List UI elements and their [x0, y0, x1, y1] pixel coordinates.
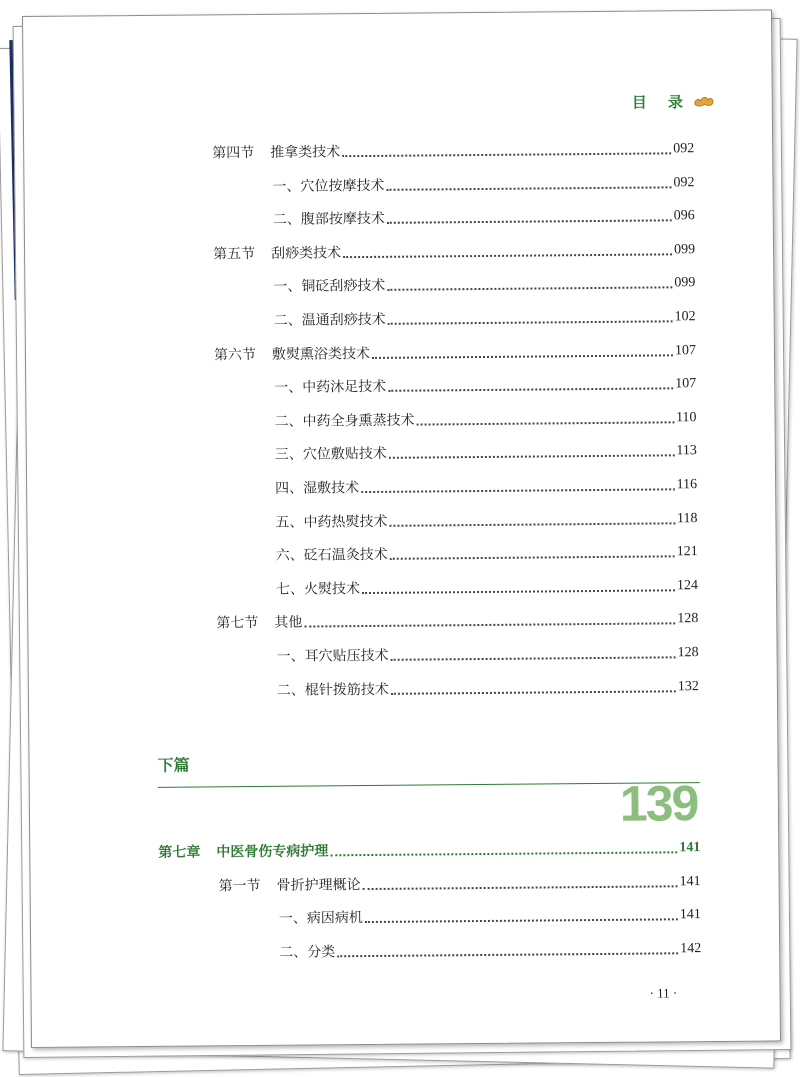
toc-leader-dots: [362, 589, 675, 594]
toc-entry[interactable]: [28, 542, 698, 568]
toc-entry-title: [212, 142, 342, 163]
toc-entry-title: 一、穴位按摩技术: [272, 175, 386, 196]
toc-entry[interactable]: [29, 643, 699, 669]
toc-entry[interactable]: [28, 576, 698, 602]
toc-entry-title: [219, 875, 363, 896]
toc-entry-page: 116: [675, 475, 698, 495]
toc-entry-title: [158, 841, 330, 863]
part-page-number: 139: [619, 775, 698, 832]
toc-entry-page: 128: [675, 610, 698, 630]
toc-leader-dots: [372, 354, 673, 359]
toc-entry[interactable]: [27, 475, 697, 501]
toc-entry-text: 骨折护理概论: [276, 876, 361, 894]
toc-entry-prefix: 第六节: [213, 346, 257, 363]
toc-entry-title: 二、温通刮痧技术: [274, 310, 388, 331]
toc-leader-dots: [304, 623, 675, 628]
page-number: · 11 ·: [649, 985, 678, 1001]
toc-entry-page: 141: [677, 838, 700, 858]
toc-entry[interactable]: [26, 307, 696, 333]
toc-entry[interactable]: [24, 139, 694, 165]
toc-leader-dots: [361, 488, 675, 493]
toc-leader-dots: [363, 885, 678, 890]
toc-entry-text: 其他: [274, 614, 303, 632]
toc-entry-title: [214, 344, 372, 365]
toc-entry-title: [213, 243, 343, 264]
toc-entry[interactable]: [26, 374, 696, 400]
toc-leader-dots: [343, 253, 672, 258]
toc-entry[interactable]: [26, 408, 696, 434]
toc-entry-page: 092: [671, 139, 694, 159]
toc-entry-text: 中医骨伤专病护理: [216, 843, 329, 861]
toc-entry-prefix: 第五节: [213, 245, 256, 263]
toc-entry-title: 二、腹部按摩技术: [273, 209, 387, 230]
toc-leader-dots: [337, 952, 678, 957]
toc-entry-title: 二、棍针拨筋技术: [277, 679, 391, 700]
toc-entry-title: 一、中药沐足技术: [274, 377, 388, 398]
page-header: [632, 91, 715, 112]
toc-entry-title: 一、耳穴贴压技术: [277, 646, 391, 667]
toc-entry-title: 五、中药热熨技术: [275, 511, 389, 532]
toc-entry-title: 一、铜砭刮痧技术: [273, 276, 387, 297]
toc-entry-title: 七、火熨技术: [276, 579, 362, 600]
toc-entry-page: 099: [672, 240, 695, 260]
toc-leader-dots: [389, 522, 675, 526]
toc-entry-prefix: 第一节: [218, 877, 261, 894]
toc-entry-page: 107: [673, 374, 696, 394]
toc-leader-dots: [365, 918, 678, 923]
toc-entry-page: 141: [678, 905, 701, 925]
toc-entry[interactable]: [29, 677, 699, 703]
toc-entry-page: 099: [672, 274, 695, 294]
toc-entry-title: [216, 613, 304, 634]
toc-entry-text: 刮痧类技术: [271, 245, 342, 262]
toc-entry-page: 121: [675, 542, 698, 562]
toc-entry-title: 三、穴位敷贴技术: [275, 444, 389, 465]
toc-page: [22, 9, 781, 1048]
toc-leader-dots: [391, 656, 676, 660]
toc-entry[interactable]: [25, 274, 695, 300]
toc-entry-text: 推拿类技术: [270, 144, 341, 161]
toc-leader-dots: [387, 287, 672, 291]
toc-entry[interactable]: [30, 838, 700, 864]
toc-leader-dots: [387, 220, 672, 224]
toc-leader-dots: [417, 421, 675, 425]
toc-entry[interactable]: [28, 610, 698, 636]
toc-leader-dots: [342, 152, 671, 157]
toc-entry[interactable]: [31, 872, 701, 898]
toc-entry-page: 102: [673, 307, 696, 327]
header-title: 目 录: [631, 92, 692, 112]
toc-entry[interactable]: [27, 509, 697, 535]
toc-leader-dots: [390, 556, 675, 560]
toc-entry-page: 092: [671, 173, 694, 193]
toc-entry[interactable]: [31, 905, 701, 931]
toc-entry[interactable]: [27, 442, 697, 468]
toc-entry-title: 二、中药全身熏蒸技术: [274, 410, 416, 431]
cloud-ornament-icon: [693, 94, 715, 108]
toc-entry[interactable]: [25, 240, 695, 266]
toc-entry-prefix: 第七章: [158, 844, 201, 861]
toc-leader-dots: [389, 455, 675, 459]
part-divider: [158, 782, 700, 788]
toc-entry-page: 128: [675, 643, 698, 663]
toc-entry-page: 110: [674, 408, 697, 428]
toc-entry[interactable]: [25, 206, 695, 232]
toc-entry-page: 118: [675, 509, 698, 529]
toc-entry-prefix: 第七节: [216, 615, 259, 632]
part-title: 下篇: [157, 755, 190, 775]
toc-entry-title: 四、湿敷技术: [275, 478, 361, 499]
toc-entry-text: 敷熨熏浴类技术: [271, 345, 371, 363]
toc-entry-prefix: 第四节: [212, 144, 255, 162]
toc-entry[interactable]: [31, 939, 701, 965]
toc-entry-page: 142: [678, 939, 701, 959]
toc-entry-page: 132: [676, 677, 699, 697]
toc-entry-page: 124: [675, 576, 698, 596]
toc-entry-page: 096: [672, 206, 695, 226]
toc-leader-dots: [388, 388, 673, 392]
toc-entry-title: 六、砭石温灸技术: [276, 545, 390, 566]
toc-entry-page: 107: [673, 341, 696, 361]
toc-entry[interactable]: [26, 341, 696, 367]
toc-leader-dots: [387, 186, 672, 190]
toc-leader-dots: [330, 851, 677, 856]
toc-leader-dots: [391, 690, 676, 694]
toc-leader-dots: [388, 320, 673, 324]
toc-entry-page: 141: [677, 872, 700, 892]
toc-entry[interactable]: [24, 173, 694, 199]
toc-entry-title: 二、分类: [279, 942, 337, 963]
toc-entry-title: 一、病因病机: [279, 908, 365, 929]
toc-entry-page: 113: [674, 442, 697, 462]
